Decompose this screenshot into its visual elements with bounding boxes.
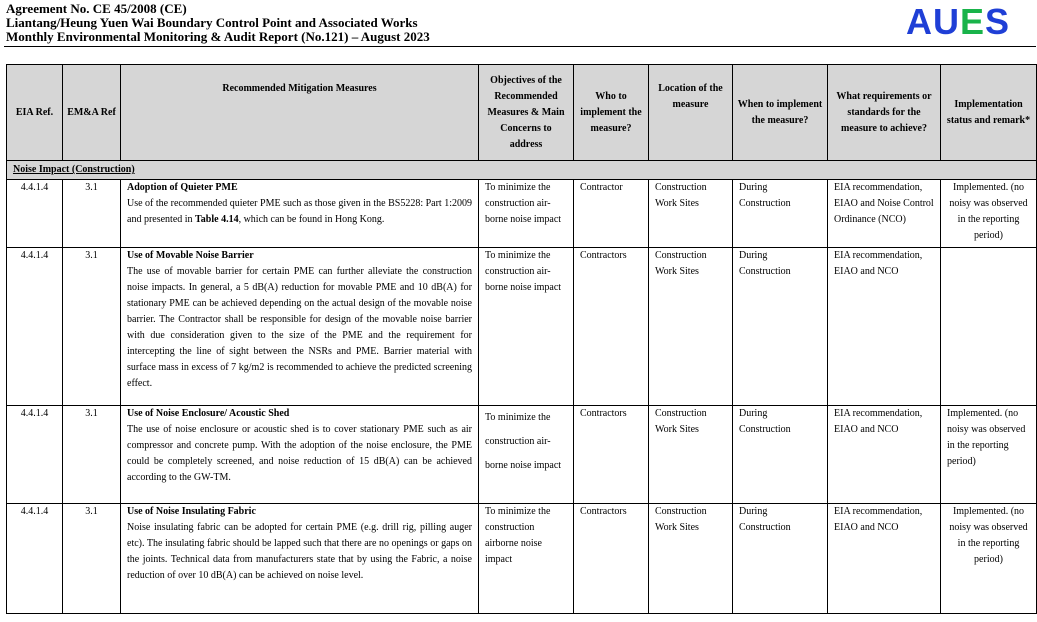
who-cell: Contractor <box>574 180 649 248</box>
measure-description: The use of movable barrier for certain PME can further alleviate the construction noise impacts. In general, a 5 dB(A) reduction for movable PME and 10 dB(A) for stationary PME can be achieved depending on the actual design of the movable noise barrier. The Contractor shall be responsible for design of the movable noise barrier with due consideration given to the size of the PME and the requirement for intercepting the line of sight between the NSRs and PME. Barrier material with surface mass in excess of 7 kg/m2 is recommended to achieve the predicted screening effect. <box>127 266 472 389</box>
header-when: When to implement the measure? <box>733 65 828 161</box>
who-cell: Contractors <box>574 504 649 614</box>
measure-description: Noise insulating fabric can be adopted for certain PME (e.g. drill rig, pilling auger etc). The insulating fabric should be lapped such that there are no openings or gaps on the joints. Technical data from manufacturers state that by using the Fabric, a noise reduction of over 10 dB(A) can be achieved on noise level. <box>127 522 472 581</box>
objective-cell: To minimize the construction airborne noise impact <box>479 504 574 614</box>
header-objectives: Objectives of the Recommended Measures & Main Concerns to address <box>479 65 574 161</box>
requirements-cell: EIA recommendation, EIAO and NCO <box>828 504 941 614</box>
header-ema-ref: EM&A Ref <box>63 65 121 161</box>
measure-cell <box>121 504 479 614</box>
header-measures: Recommended Mitigation Measures <box>121 65 479 161</box>
measure-description: Use of the recommended quieter PME such as those given in the BS5228: Part 1:2009 and presented in Table 4.14, which can be found in Hong Kong. <box>127 198 472 225</box>
mitigation-measures-table <box>6 64 1037 614</box>
ema-ref-cell: 3.1 <box>63 406 121 504</box>
header-status: Implementation status and remark* <box>941 65 1037 161</box>
status-cell: Implemented. (no noisy was observed in the reporting period) <box>941 504 1037 614</box>
table-header-row <box>7 65 1037 161</box>
when-cell: During Construction <box>733 248 828 406</box>
measure-cell <box>121 406 479 504</box>
who-cell: Contractors <box>574 406 649 504</box>
measure-cell <box>121 180 479 248</box>
objective-cell: To minimize the construction air-borne noise impact <box>479 180 574 248</box>
location-cell: Construction Work Sites <box>649 180 733 248</box>
measure-description: The use of noise enclosure or acoustic shed is to cover stationary PME such as air compressor and concrete pump. With the adoption of the noise enclosure, the PME could be completely screened, and noise reduction of 15 dB(A) can be achieved according to the GW-TM. <box>127 424 472 483</box>
location-cell: Construction Work Sites <box>649 248 733 406</box>
table-row <box>7 248 1037 406</box>
status-cell: Implemented. (no noisy was observed in the reporting period) <box>941 406 1037 504</box>
table-row <box>7 406 1037 504</box>
measure-title: Use of Movable Noise Barrier <box>127 250 254 261</box>
aues-logo: AUES <box>905 1 1010 42</box>
section-row <box>7 161 1037 180</box>
requirements-cell: EIA recommendation, EIAO and Noise Control Ordinance (NCO) <box>828 180 941 248</box>
header-eia-ref: EIA Ref. <box>7 65 63 161</box>
report-header <box>6 2 1036 46</box>
table-row <box>7 504 1037 614</box>
eia-ref-cell: 4.4.1.4 <box>7 504 63 614</box>
measure-title: Use of Noise Enclosure/ Acoustic Shed <box>127 408 290 419</box>
objective-cell: To minimize the construction air-borne noise impact <box>479 248 574 406</box>
status-cell: Implemented. (no noisy was observed in the reporting period) <box>941 180 1037 248</box>
eia-ref-cell: 4.4.1.4 <box>7 248 63 406</box>
measure-title: Adoption of Quieter PME <box>127 182 238 193</box>
section-title: Noise Impact (Construction) <box>7 161 1037 180</box>
table-reference: Table 4.14 <box>195 214 239 225</box>
project-title: Liantang/Heung Yuen Wai Boundary Control Point and Associated Works <box>6 15 418 30</box>
objective-cell: To minimize the construction air-borne noise impact <box>479 406 574 504</box>
location-cell: Construction Work Sites <box>649 406 733 504</box>
ema-ref-cell: 3.1 <box>63 504 121 614</box>
ema-ref-cell: 3.1 <box>63 248 121 406</box>
status-cell <box>941 248 1037 406</box>
table-row <box>7 180 1037 248</box>
location-cell: Construction Work Sites <box>649 504 733 614</box>
header-who: Who to implement the measure? <box>574 65 649 161</box>
report-title: Monthly Environmental Monitoring & Audit Report (No.121) – August 2023 <box>6 29 430 44</box>
requirements-cell: EIA recommendation, EIAO and NCO <box>828 248 941 406</box>
agreement-number: Agreement No. CE 45/2008 (CE) <box>6 1 187 16</box>
eia-ref-cell: 4.4.1.4 <box>7 406 63 504</box>
header-location: Location of the measure <box>649 65 733 161</box>
measure-cell <box>121 248 479 406</box>
header-requirements: What requirements or standards for the measure to achieve? <box>828 65 941 161</box>
when-cell: During Construction <box>733 504 828 614</box>
measure-title: Use of Noise Insulating Fabric <box>127 506 256 517</box>
when-cell: During Construction <box>733 406 828 504</box>
header-divider <box>4 46 1036 47</box>
eia-ref-cell: 4.4.1.4 <box>7 180 63 248</box>
who-cell: Contractors <box>574 248 649 406</box>
ema-ref-cell: 3.1 <box>63 180 121 248</box>
when-cell: During Construction <box>733 180 828 248</box>
requirements-cell: EIA recommendation, EIAO and NCO <box>828 406 941 504</box>
